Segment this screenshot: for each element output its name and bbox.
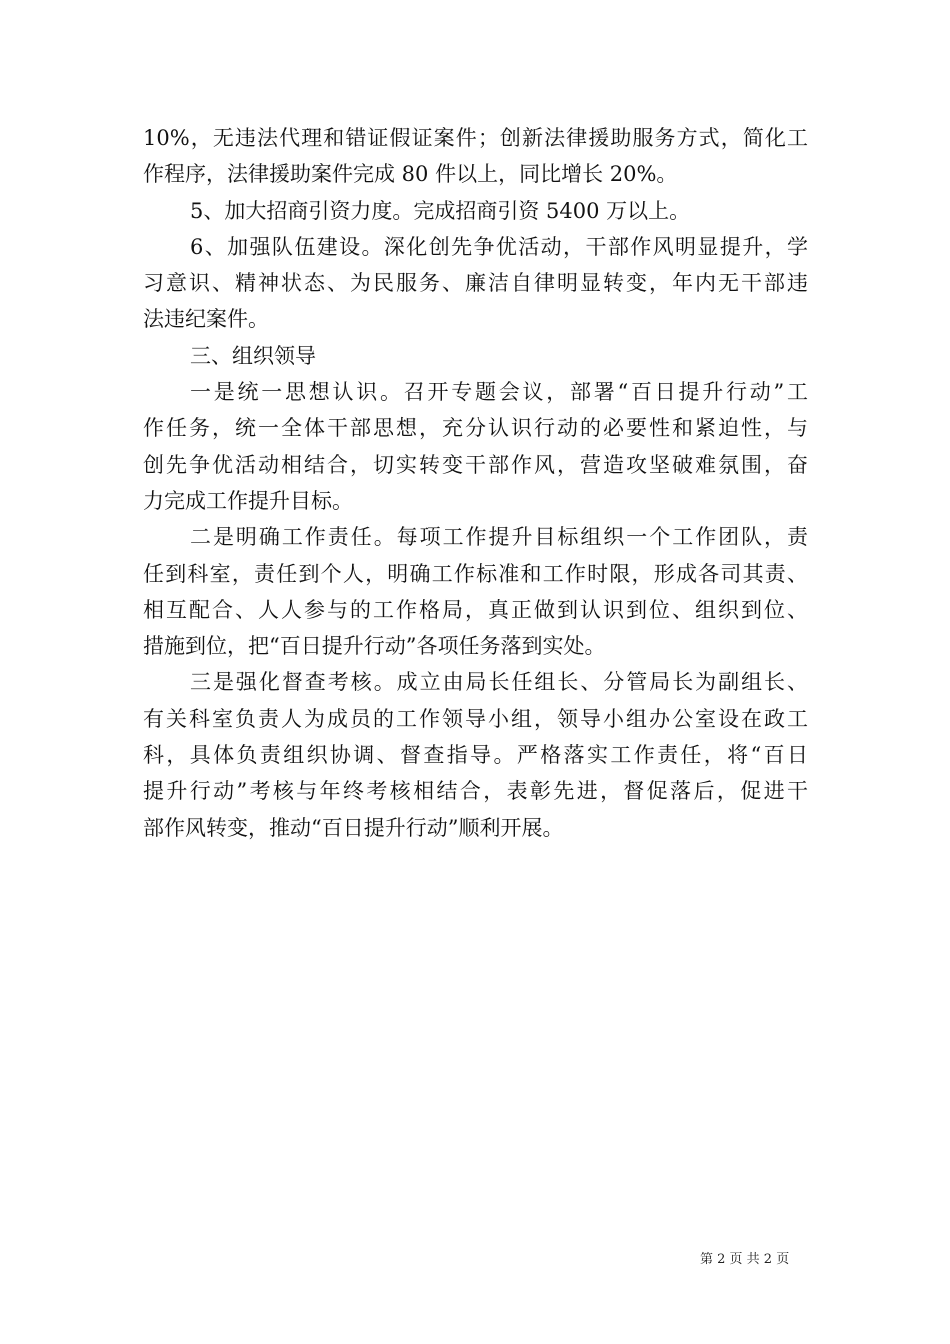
- text-line: 三是强化督查考核。成立由局长任组长、分管局长为副组长、: [190, 670, 808, 695]
- text-line: 习意识、精神状态、为民服务、廉洁自律明显转变，年内无干部违: [143, 271, 808, 296]
- text-line: 有关科室负责人为成员的工作领导小组，领导小组办公室设在政工: [143, 706, 808, 731]
- text-line: 二是明确工作责任。每项工作提升目标组织一个工作团队，责: [190, 525, 808, 550]
- text-line: 10%，无违法代理和错证假证案件；创新法律援助服务方式，简化工: [143, 126, 808, 150]
- text-line: 创先争优活动相结合，切实转变干部作风，营造攻坚破难氛围，奋: [143, 452, 808, 477]
- text-line: 提升行动”考核与年终考核相结合，表彰先进，督促落后，促进干: [143, 779, 808, 804]
- text-line: 部作风转变，推动“百日提升行动”顺利开展。: [143, 815, 564, 840]
- text-line: 作任务，统一全体干部思想，充分认识行动的必要性和紧迫性，与: [143, 416, 808, 441]
- text-line: 6、加强队伍建设。深化创先争优活动，干部作风明显提升，学: [190, 234, 808, 259]
- text-line: 一是统一思想认识。召开专题会议，部署“百日提升行动”工: [190, 380, 808, 405]
- text-line: 力完成工作提升目标。: [143, 488, 353, 513]
- text-line: 5、加大招商引资力度。完成招商引资 5400 万以上。: [190, 198, 691, 223]
- section-heading: 三、组织领导: [190, 343, 316, 368]
- text-line: 相互配合、人人参与的工作格局，真正做到认识到位、组织到位、: [143, 597, 808, 622]
- text-line: 任到科室，责任到个人，明确工作标准和工作时限，形成各司其责、: [143, 561, 808, 586]
- text-line: 科，具体负责组织协调、督查指导。严格落实工作责任，将“百日: [143, 743, 808, 768]
- page-number: 第 2 页 共 2 页: [700, 1252, 790, 1267]
- document-body: [143, 120, 808, 846]
- text-line: 法违纪案件。: [143, 307, 269, 332]
- text-line: 措施到位，把“百日提升行动”各项任务落到实处。: [143, 634, 606, 659]
- text-line: 作程序，法律援助案件完成 80 件以上，同比增长 20%。: [143, 162, 678, 187]
